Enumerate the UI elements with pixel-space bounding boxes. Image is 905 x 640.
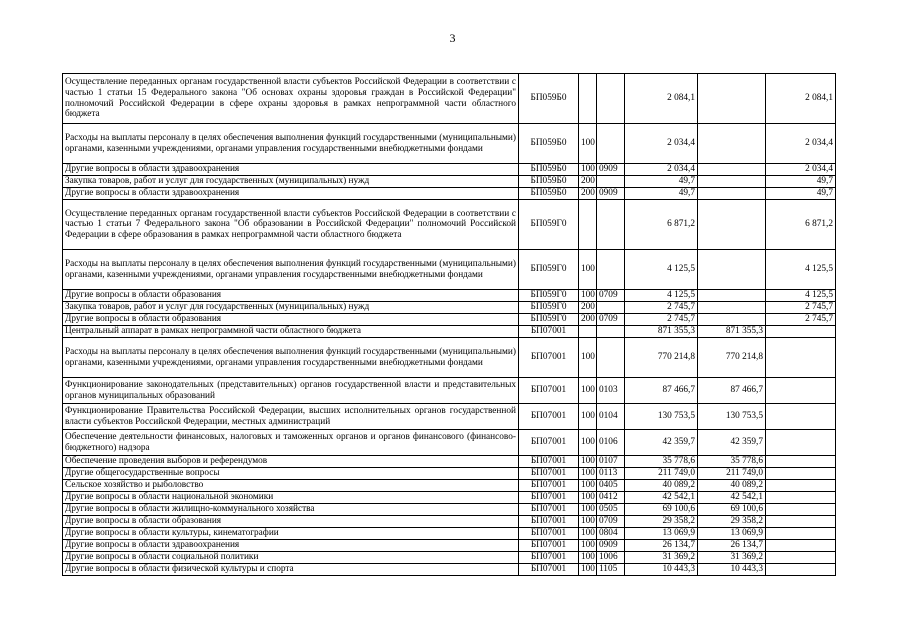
row-section-code: 0709	[597, 290, 625, 302]
row-amount-own-funds	[698, 124, 766, 164]
row-target-article-code: БП07001	[519, 378, 579, 404]
row-name: Функционирование Правительства Российской Федерации, высших исполнительных органов государственной власти субъектов Российской Федерации, местных администраций	[63, 404, 519, 430]
row-amount-own-funds	[698, 176, 766, 188]
budget-table	[62, 73, 836, 576]
row-expense-type-code: 100	[579, 552, 597, 564]
table-row	[63, 124, 836, 164]
row-amount-own-funds	[698, 164, 766, 176]
row-amount-total: 10 443,3	[625, 564, 698, 576]
row-amount-own-funds: 40 089,2	[698, 480, 766, 492]
page-number: 3	[449, 31, 456, 45]
row-amount-total: 2 745,7	[625, 314, 698, 326]
row-name: Закупка товаров, работ и услуг для государственных (муниципальных) нужд	[63, 176, 519, 188]
row-name: Осуществление переданных органам государственной власти субъектов Российской Федерации в соответствии с частью 1 статьи 15 Федерального закона "Об основах охраны здоровья граждан в Российской Федерации" полномочий Российской Федерации в сфере охраны здоровья в рамках непрограммной части областного бюджета	[63, 74, 519, 124]
row-section-code: 0909	[597, 188, 625, 200]
row-target-article-code: БП059Г0	[519, 314, 579, 326]
row-target-article-code: БП07001	[519, 492, 579, 504]
row-target-article-code: БП07001	[519, 456, 579, 468]
row-amount-own-funds	[698, 74, 766, 124]
row-amount-total: 2 084,1	[625, 74, 698, 124]
row-amount-total: 49,7	[625, 188, 698, 200]
row-expense-type-code: 100	[579, 404, 597, 430]
row-expense-type-code	[579, 326, 597, 338]
row-target-article-code: БП07001	[519, 564, 579, 576]
row-amount-own-funds: 42 542,1	[698, 492, 766, 504]
row-amount-total: 42 359,7	[625, 430, 698, 456]
row-section-code: 0505	[597, 504, 625, 516]
row-amount-own-funds	[698, 314, 766, 326]
row-amount-federal-funds: 2 745,7	[766, 302, 836, 314]
table-row	[63, 552, 836, 564]
row-expense-type-code	[579, 200, 597, 250]
row-name: Обеспечение проведения выборов и референдумов	[63, 456, 519, 468]
row-section-code: 0412	[597, 492, 625, 504]
row-section-code: 1105	[597, 564, 625, 576]
table-row	[63, 492, 836, 504]
row-amount-total: 49,7	[625, 176, 698, 188]
row-name: Закупка товаров, работ и услуг для государственных (муниципальных) нужд	[63, 302, 519, 314]
row-section-code	[597, 326, 625, 338]
table-row	[63, 326, 836, 338]
row-amount-federal-funds	[766, 468, 836, 480]
row-amount-federal-funds	[766, 338, 836, 378]
row-section-code	[597, 74, 625, 124]
row-name: Другие вопросы в области социальной политики	[63, 552, 519, 564]
row-expense-type-code: 100	[579, 338, 597, 378]
row-amount-total: 69 100,6	[625, 504, 698, 516]
row-amount-total: 87 466,7	[625, 378, 698, 404]
row-amount-federal-funds	[766, 430, 836, 456]
row-target-article-code: БП07001	[519, 504, 579, 516]
row-amount-own-funds: 35 778,6	[698, 456, 766, 468]
row-expense-type-code: 100	[579, 430, 597, 456]
row-amount-total: 211 749,0	[625, 468, 698, 480]
row-target-article-code: БП059Г0	[519, 250, 579, 290]
table-row	[63, 516, 836, 528]
row-amount-total: 31 369,2	[625, 552, 698, 564]
row-section-code: 0106	[597, 430, 625, 456]
row-amount-own-funds: 871 355,3	[698, 326, 766, 338]
row-expense-type-code: 100	[579, 504, 597, 516]
row-target-article-code: БП059Б0	[519, 124, 579, 164]
table-row	[63, 302, 836, 314]
row-amount-own-funds: 211 749,0	[698, 468, 766, 480]
row-name: Другие вопросы в области культуры, кинематографии	[63, 528, 519, 540]
row-amount-federal-funds: 2 745,7	[766, 314, 836, 326]
table-row	[63, 456, 836, 468]
row-name: Другие вопросы в области образования	[63, 516, 519, 528]
row-section-code: 0709	[597, 314, 625, 326]
row-section-code: 0113	[597, 468, 625, 480]
row-amount-federal-funds: 2 084,1	[766, 74, 836, 124]
row-expense-type-code: 100	[579, 290, 597, 302]
row-amount-federal-funds	[766, 492, 836, 504]
row-amount-own-funds: 42 359,7	[698, 430, 766, 456]
table-row	[63, 528, 836, 540]
row-amount-total: 13 069,9	[625, 528, 698, 540]
row-amount-total: 871 355,3	[625, 326, 698, 338]
row-section-code	[597, 250, 625, 290]
table-row	[63, 250, 836, 290]
table-row	[63, 540, 836, 552]
row-name: Центральный аппарат в рамках непрограммной части областного бюджета	[63, 326, 519, 338]
row-name: Сельское хозяйство и рыболовство	[63, 480, 519, 492]
row-amount-federal-funds	[766, 564, 836, 576]
row-amount-federal-funds	[766, 540, 836, 552]
row-amount-total: 2 034,4	[625, 124, 698, 164]
row-expense-type-code: 100	[579, 540, 597, 552]
row-section-code: 0104	[597, 404, 625, 430]
row-name: Расходы на выплаты персоналу в целях обеспечения выполнения функций государственными (муниципальными) органами, казенными учреждениями, органами управления государственными внебюджетными фондами	[63, 250, 519, 290]
row-expense-type-code: 200	[579, 314, 597, 326]
row-amount-total: 4 125,5	[625, 290, 698, 302]
row-amount-federal-funds	[766, 516, 836, 528]
row-amount-federal-funds	[766, 480, 836, 492]
row-amount-federal-funds: 4 125,5	[766, 290, 836, 302]
row-amount-own-funds: 13 069,9	[698, 528, 766, 540]
row-name: Другие общегосударственные вопросы	[63, 468, 519, 480]
row-amount-federal-funds: 49,7	[766, 176, 836, 188]
row-amount-federal-funds	[766, 456, 836, 468]
row-amount-federal-funds	[766, 504, 836, 516]
row-section-code: 0107	[597, 456, 625, 468]
row-name: Функционирование законодательных (представительных) органов государственной власти и представительных органов муниципальных образований	[63, 378, 519, 404]
row-expense-type-code: 100	[579, 378, 597, 404]
row-target-article-code: БП059Г0	[519, 290, 579, 302]
row-expense-type-code: 100	[579, 492, 597, 504]
row-amount-federal-funds: 2 034,4	[766, 124, 836, 164]
row-name: Другие вопросы в области здравоохранения	[63, 540, 519, 552]
table-row	[63, 74, 836, 124]
table-row	[63, 290, 836, 302]
row-expense-type-code: 100	[579, 564, 597, 576]
row-name: Другие вопросы в области образования	[63, 290, 519, 302]
row-target-article-code: БП07001	[519, 552, 579, 564]
row-amount-total: 4 125,5	[625, 250, 698, 290]
table-row	[63, 164, 836, 176]
table-row	[63, 430, 836, 456]
row-section-code: 0804	[597, 528, 625, 540]
row-amount-federal-funds	[766, 528, 836, 540]
row-amount-federal-funds	[766, 552, 836, 564]
row-name: Расходы на выплаты персоналу в целях обеспечения выполнения функций государственными (муниципальными) органами, казенными учреждениями, органами управления государственными внебюджетными фондами	[63, 338, 519, 378]
row-name: Расходы на выплаты персоналу в целях обеспечения выполнения функций государственными (муниципальными) органами, казенными учреждениями, органами управления государственными внебюджетными фондами	[63, 124, 519, 164]
table-row	[63, 338, 836, 378]
row-amount-total: 29 358,2	[625, 516, 698, 528]
row-name: Другие вопросы в области здравоохранения	[63, 164, 519, 176]
table-row	[63, 404, 836, 430]
row-amount-own-funds: 29 358,2	[698, 516, 766, 528]
row-amount-own-funds: 130 753,5	[698, 404, 766, 430]
row-expense-type-code: 200	[579, 188, 597, 200]
row-section-code: 0709	[597, 516, 625, 528]
row-name: Другие вопросы в области физической культуры и спорта	[63, 564, 519, 576]
row-target-article-code: БП059Б0	[519, 176, 579, 188]
row-amount-federal-funds	[766, 326, 836, 338]
row-amount-own-funds: 10 443,3	[698, 564, 766, 576]
row-amount-total: 26 134,7	[625, 540, 698, 552]
row-amount-total: 40 089,2	[625, 480, 698, 492]
row-target-article-code: БП07001	[519, 528, 579, 540]
row-section-code: 1006	[597, 552, 625, 564]
table-row	[63, 314, 836, 326]
row-amount-total: 42 542,1	[625, 492, 698, 504]
row-section-code	[597, 176, 625, 188]
row-amount-own-funds	[698, 188, 766, 200]
row-expense-type-code: 100	[579, 250, 597, 290]
table-row	[63, 188, 836, 200]
row-name: Другие вопросы в области здравоохранения	[63, 188, 519, 200]
row-amount-total: 770 214,8	[625, 338, 698, 378]
row-section-code	[597, 338, 625, 378]
row-expense-type-code: 100	[579, 516, 597, 528]
table-row	[63, 378, 836, 404]
row-amount-federal-funds: 6 871,2	[766, 200, 836, 250]
row-expense-type-code: 200	[579, 176, 597, 188]
row-expense-type-code: 100	[579, 164, 597, 176]
row-expense-type-code: 100	[579, 456, 597, 468]
row-amount-own-funds	[698, 200, 766, 250]
row-target-article-code: БП059Г0	[519, 302, 579, 314]
row-section-code	[597, 200, 625, 250]
row-expense-type-code: 100	[579, 124, 597, 164]
row-target-article-code: БП059Б0	[519, 164, 579, 176]
table-row	[63, 564, 836, 576]
row-expense-type-code: 100	[579, 528, 597, 540]
row-amount-total: 130 753,5	[625, 404, 698, 430]
row-amount-total: 35 778,6	[625, 456, 698, 468]
row-target-article-code: БП07001	[519, 430, 579, 456]
table-row	[63, 480, 836, 492]
row-section-code	[597, 302, 625, 314]
row-expense-type-code	[579, 74, 597, 124]
row-target-article-code: БП059Б0	[519, 188, 579, 200]
row-amount-own-funds	[698, 302, 766, 314]
row-name: Осуществление переданных органам государственной власти субъектов Российской Федерации в соответствии с частью 1 статьи 7 Федерального закона "Об образовании в Российской Федерации" полномочий Российской Федерации в сфере образования в рамках непрограммной части областного бюджета	[63, 200, 519, 250]
row-target-article-code: БП07001	[519, 338, 579, 378]
row-target-article-code: БП059Г0	[519, 200, 579, 250]
table-row	[63, 468, 836, 480]
row-expense-type-code: 100	[579, 480, 597, 492]
row-amount-total: 6 871,2	[625, 200, 698, 250]
row-amount-own-funds: 87 466,7	[698, 378, 766, 404]
row-target-article-code: БП07001	[519, 468, 579, 480]
row-name: Другие вопросы в области образования	[63, 314, 519, 326]
row-section-code	[597, 124, 625, 164]
row-amount-own-funds	[698, 250, 766, 290]
row-section-code: 0909	[597, 164, 625, 176]
row-target-article-code: БП07001	[519, 480, 579, 492]
row-name: Обеспечение деятельности финансовых, налоговых и таможенных органов и органов финансового (финансово-бюджетного) надзора	[63, 430, 519, 456]
row-amount-federal-funds	[766, 404, 836, 430]
table-row	[63, 200, 836, 250]
row-amount-federal-funds: 4 125,5	[766, 250, 836, 290]
row-target-article-code: БП07001	[519, 404, 579, 430]
row-amount-federal-funds: 2 034,4	[766, 164, 836, 176]
row-target-article-code: БП07001	[519, 540, 579, 552]
row-amount-total: 2 745,7	[625, 302, 698, 314]
row-section-code: 0909	[597, 540, 625, 552]
row-amount-own-funds: 26 134,7	[698, 540, 766, 552]
row-amount-federal-funds	[766, 378, 836, 404]
row-expense-type-code: 100	[579, 468, 597, 480]
row-target-article-code: БП059Б0	[519, 74, 579, 124]
table-row	[63, 504, 836, 516]
row-amount-own-funds: 770 214,8	[698, 338, 766, 378]
row-amount-own-funds: 31 369,2	[698, 552, 766, 564]
row-name: Другие вопросы в области национальной экономики	[63, 492, 519, 504]
budget-table-body	[63, 74, 836, 576]
row-name: Другие вопросы в области жилищно-коммунального хозяйства	[63, 504, 519, 516]
row-target-article-code: БП07001	[519, 516, 579, 528]
row-expense-type-code: 200	[579, 302, 597, 314]
row-amount-own-funds	[698, 290, 766, 302]
row-section-code: 0405	[597, 480, 625, 492]
row-amount-total: 2 034,4	[625, 164, 698, 176]
row-amount-own-funds: 69 100,6	[698, 504, 766, 516]
row-amount-federal-funds: 49,7	[766, 188, 836, 200]
row-target-article-code: БП07001	[519, 326, 579, 338]
table-row	[63, 176, 836, 188]
row-section-code: 0103	[597, 378, 625, 404]
